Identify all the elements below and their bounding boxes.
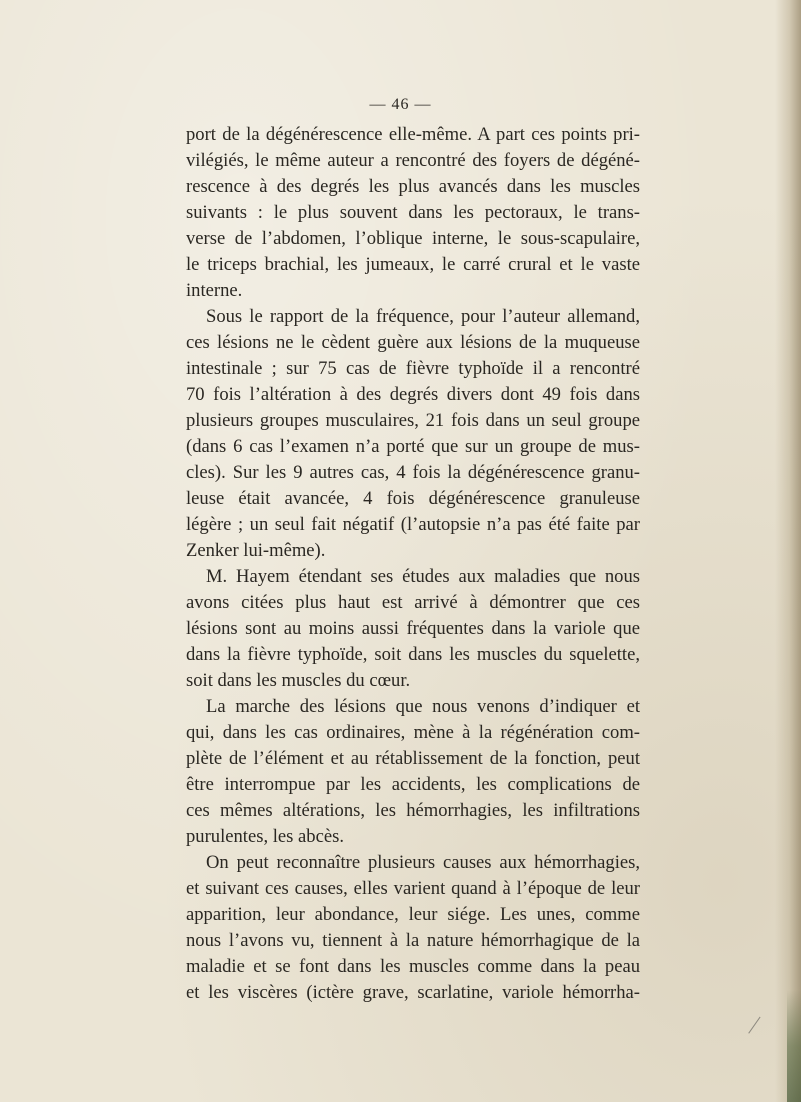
- text-line: rescence à des degrés les plus avancés dans les muscles: [186, 176, 640, 197]
- text-line: On peut reconnaître plusieurs causes aux hémorrhagies,: [206, 852, 640, 873]
- body-text: [186, 122, 640, 1006]
- text-line: ces mêmes altérations, les hémorrhagies, les infiltrations: [186, 800, 640, 821]
- text-line: Zenker lui-même).: [186, 540, 326, 561]
- text-line: qui, dans les cas ordinaires, mène à la régénération com-: [186, 722, 640, 743]
- text-line: légère ; un seul fait négatif (l’autopsie n’a pas été faite par: [186, 514, 640, 535]
- text-line: cles). Sur les 9 autres cas, 4 fois la dégénérescence granu-: [186, 462, 640, 483]
- text-line: (dans 6 cas l’examen n’a porté que sur un groupe de mus-: [186, 436, 640, 457]
- text-line: dans la fièvre typhoïde, soit dans les muscles du squelette,: [186, 644, 640, 665]
- page-edge-shadow: [775, 0, 801, 1102]
- text-line: 70 fois l’altération à des degrés divers dont 49 fois dans: [186, 384, 640, 405]
- text-line: intestinale ; sur 75 cas de fièvre typhoïde il a rencontré: [186, 358, 640, 379]
- text-line: suivants : le plus souvent dans les pectoraux, le trans-: [186, 202, 640, 223]
- text-line: être interrompue par les accidents, les complications de: [186, 774, 640, 795]
- text-line: ces lésions ne le cèdent guère aux lésions de la muqueuse: [186, 332, 640, 353]
- text-line: verse de l’abdomen, l’oblique interne, le sous-scapulaire,: [186, 228, 640, 249]
- text-line: M. Hayem étendant ses études aux maladies que nous: [206, 566, 640, 587]
- text-line: lésions sont au moins aussi fréquentes dans la variole que: [186, 618, 640, 639]
- text-line: plète de l’élément et au rétablissement de la fonction, peut: [186, 748, 640, 769]
- text-line: purulentes, les abcès.: [186, 826, 344, 847]
- text-line: apparition, leur abondance, leur siége. Les unes, comme: [186, 904, 640, 925]
- text-line: port de la dégénérescence elle-même. A part ces points pri-: [186, 124, 640, 145]
- text-line: vilégiés, le même auteur a rencontré des foyers de dégéné-: [186, 150, 640, 171]
- text-line: soit dans les muscles du cœur.: [186, 670, 411, 691]
- page-edge-stain: [787, 990, 801, 1102]
- text-line: avons citées plus haut est arrivé à démontrer que ces: [186, 592, 640, 613]
- text-line: Sous le rapport de la fréquence, pour l’auteur allemand,: [206, 306, 640, 327]
- text-line: le triceps brachial, les jumeaux, le carré crural et le vaste: [186, 254, 640, 275]
- text-line: maladie et se font dans les muscles comme dans la peau: [186, 956, 640, 977]
- page-number: — 46 —: [369, 96, 432, 113]
- text-line: La marche des lésions que nous venons d’indiquer et: [206, 696, 640, 717]
- text-line: plusieurs groupes musculaires, 21 fois dans un seul groupe: [186, 410, 640, 431]
- text-line: et suivant ces causes, elles varient quand à l’époque de leur: [186, 878, 640, 899]
- text-line: et les viscères (ictère grave, scarlatine, variole hémorrha-: [186, 982, 640, 1003]
- text-line: interne.: [186, 280, 243, 301]
- text-line: leuse était avancée, 4 fois dégénérescence granuleuse: [186, 488, 640, 509]
- text-line: nous l’avons vu, tiennent à la nature hémorrhagique de la: [186, 930, 640, 951]
- pencil-mark: [748, 1017, 768, 1040]
